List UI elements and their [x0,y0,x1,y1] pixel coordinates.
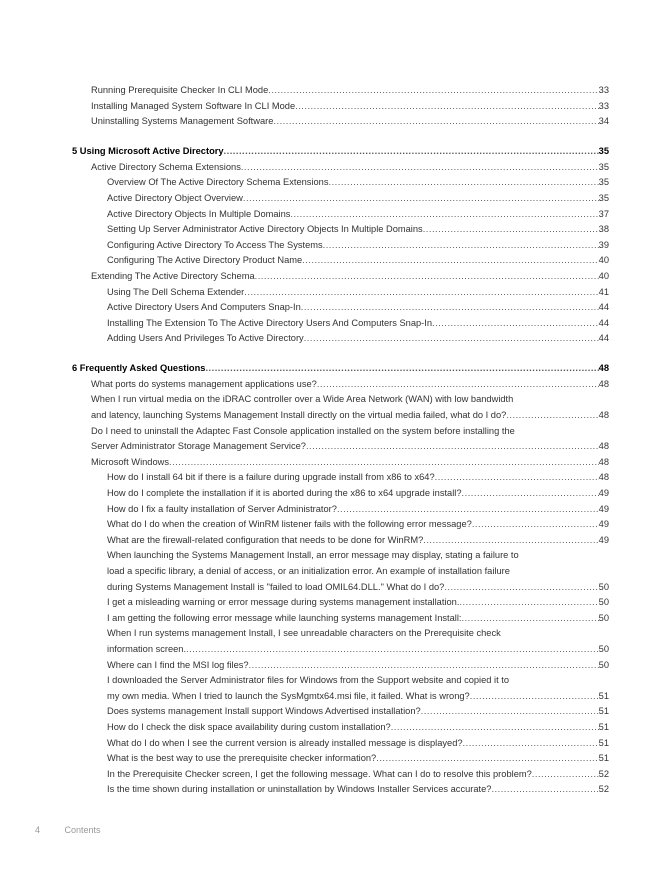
toc-chapter-entry[interactable] [72,144,609,160]
toc-entry[interactable] [72,611,609,627]
toc-entry-line [72,331,609,347]
toc-entry[interactable] [72,269,609,285]
toc-entry-title: How do I install 64 bit if there is a failure during upgrade install from x86 to x64? [107,472,435,483]
toc-page-number: 40 [598,270,609,281]
toc-page-number: 52 [598,784,609,795]
toc-entry-line [72,736,609,752]
toc-entry[interactable] [72,316,609,332]
toc-entry-title: Setting Up Server Administrator Active Directory Objects In Multiple Domains [107,224,423,235]
toc-entry[interactable] [72,502,609,518]
toc-entry-line [72,751,609,767]
toc-entry-title: Extending The Active Directory Schema [91,270,255,281]
dot-leader [304,331,599,347]
toc-entry-line [72,658,609,674]
toc-entry-line [72,377,609,393]
toc-page-number: 51 [598,721,609,732]
toc-entry-line [72,392,609,408]
dot-leader [205,361,598,377]
toc-entry-line [72,673,609,689]
toc-entry-title: Adding Users And Privileges To Active Directory [107,333,304,344]
toc-entry-title: during Systems Management Install is "failed to load OMIL64.DLL." What do I do? [107,581,445,592]
toc-page-number: 50 [598,643,609,654]
toc-entry[interactable] [72,114,609,130]
toc-entry[interactable] [72,222,609,238]
dot-leader [329,175,599,191]
toc-page-number: 49 [598,488,609,499]
toc-entry-line [72,316,609,332]
dot-leader [268,83,598,99]
dot-leader [317,377,599,393]
toc-page-number: 51 [598,690,609,701]
toc-entry[interactable] [72,83,609,99]
toc-entry-title: Running Prerequisite Checker In CLI Mode [91,85,269,95]
toc-entry-title: In the Prerequisite Checker screen, I get the following message. What can I do to resolve this problem? [107,768,532,779]
toc-entry-line [72,253,609,269]
toc-entry-line [72,767,609,783]
toc-entry-line [72,486,609,502]
toc-entry[interactable] [72,160,609,176]
toc-entry-line [72,424,609,440]
toc-entry-title: What is the best way to use the prerequisite checker information? [107,753,377,764]
toc-entry-line [72,269,609,285]
toc-entry[interactable] [72,238,609,254]
dot-leader [243,191,599,207]
toc-entry-line [72,361,609,377]
toc-entry-line [72,439,609,455]
toc-entry[interactable] [72,548,609,595]
dot-leader [421,704,599,720]
toc-page-number: 35 [598,192,609,203]
toc-entry-title: Microsoft Windows [91,456,170,467]
dot-leader [459,595,598,611]
toc-entry-line [72,548,609,564]
toc-entry-title: information screen. [107,643,187,654]
toc-entry-line [72,114,609,130]
toc-entry[interactable] [72,424,609,455]
toc-page-number: 35 [598,161,609,172]
toc-entry[interactable] [72,626,609,657]
toc-entry-line [72,238,609,254]
dot-leader [462,486,599,502]
dot-leader [301,300,599,316]
toc-page-number: 50 [598,612,609,623]
toc-entry-title: What do I do when I see the current version is already installed message is displayed? [107,737,463,748]
dot-leader [444,580,598,596]
dot-leader [186,642,599,658]
toc-page-number: 50 [598,581,609,592]
toc-entry-title: Do I need to uninstall the Adaptec Fast Console application installed on the system before installing the [91,425,515,436]
toc-page-number: 50 [598,659,609,670]
dot-leader [423,222,599,238]
toc-entry-title: What are the firewall-related configuration that needs to be done for WinRM? [107,534,424,545]
toc-entry-line [72,704,609,720]
toc-entry-line [72,720,609,736]
toc-page-number: 51 [598,737,609,748]
toc-entry[interactable] [72,704,609,720]
dot-leader [435,470,599,486]
toc-entry-line [72,191,609,207]
toc-entry-line [72,470,609,486]
toc-entry[interactable] [72,175,609,191]
toc-page-number: 33 [598,85,609,95]
toc-entry-line [72,502,609,518]
dot-leader [255,269,599,285]
toc-page-number: 37 [598,208,609,219]
dot-leader [306,439,599,455]
toc-entry-line [72,144,609,160]
dot-leader [295,99,599,115]
toc-entry[interactable] [72,658,609,674]
toc-entry-title: Does systems management Install support Windows Advertised installation? [107,706,421,717]
page-footer [35,825,123,835]
toc-entry-title: Uninstalling Systems Management Software [91,116,274,127]
footer-page-number: 4 [35,825,41,835]
toc-page-number: 44 [598,317,609,328]
toc-entry-title: and latency, launching Systems Management Install directly on the virtual media failed, what do I do? [91,410,507,421]
dot-leader [290,207,598,223]
toc-entry[interactable] [72,673,609,704]
toc-page-number: 39 [598,239,609,250]
dot-leader [169,455,599,471]
toc-page-number: 48 [598,472,609,483]
dot-leader [470,689,599,705]
toc-page-number: 35 [598,146,609,157]
toc-entry-title: What do I do when the creation of WinRM listener fails with the following error message? [107,519,472,530]
toc-entry-line [72,83,609,99]
toc-entry-line [72,300,609,316]
toc-entry-line [72,533,609,549]
toc-page-number: 48 [598,363,609,374]
toc-entry-title: What ports do systems management applications use? [91,378,317,389]
toc-entry[interactable] [72,300,609,316]
toc-entry-line [72,207,609,223]
toc-entry[interactable] [72,377,609,393]
dot-leader [506,408,598,424]
toc-entry-line [72,408,609,424]
toc-entry-line [72,689,609,705]
toc-entry-line [72,611,609,627]
dot-leader [463,736,599,752]
dot-leader [337,502,599,518]
toc-page-number: 49 [598,503,609,514]
toc-entry-title: I downloaded the Server Administrator files for Windows from the Support website and copied it to [107,675,510,686]
toc-entry-title: Active Directory Schema Extensions [91,161,241,172]
dot-leader [249,658,599,674]
toc-entry[interactable] [72,207,609,223]
dot-leader [273,114,598,130]
toc-chapter-entry[interactable] [72,361,609,377]
dot-leader [532,767,599,783]
toc-entry[interactable] [72,517,609,533]
toc-entry-line [72,642,609,658]
dot-leader [391,720,599,736]
toc-entry-title: load a specific library, a denial of access, or an initialization error. An example of installation failure [107,566,510,576]
toc-page-number: 44 [598,333,609,344]
dot-leader [323,238,599,254]
toc-entry-title: 5 Using Microsoft Active Directory [72,146,224,157]
toc-entry-title: Installing Managed System Software In CLI Mode [91,100,296,111]
dot-leader [302,253,599,269]
toc-page-number: 51 [598,706,609,717]
dot-leader [244,285,598,301]
toc-entry[interactable] [72,720,609,736]
toc-entry-line [72,285,609,301]
toc-entry-title: Installing The Extension To The Active Directory Users And Computers Snap-In [107,317,433,328]
toc-entry-line [72,626,609,642]
toc-page-number: 33 [598,100,609,111]
dot-leader [491,782,598,798]
toc-entry-line [72,222,609,238]
toc-entry-title: Configuring The Active Directory Product Name [107,255,303,266]
toc-entry-title: my own media. When I tried to launch the SysMgmtx64.msi file, it failed. What is wrong? [107,690,470,701]
toc-entry[interactable] [72,285,609,301]
dot-leader [241,160,599,176]
toc-page-number: 41 [598,286,609,297]
toc-entry-title: Where can I find the MSI log files? [107,659,249,670]
toc-entry-line [72,782,609,798]
toc-page-number: 34 [598,116,609,127]
toc-entry[interactable] [72,533,609,549]
dot-leader [462,611,599,627]
toc-page-number: 50 [598,597,609,608]
toc-entry[interactable] [72,486,609,502]
toc-entry-line [72,99,609,115]
dot-leader [432,316,599,332]
toc-entry-title: When I run virtual media on the iDRAC controller over a Wide Area Network (WAN) with low bandwidth [91,394,514,405]
footer-section: Contents [64,825,101,835]
toc-entry-line [72,517,609,533]
toc-entry-title: How do I complete the installation if it is aborted during the x86 to x64 upgrade install? [107,488,462,499]
toc-entry-title: When I run systems management Install, I see unreadable characters on the Prerequisite check [107,628,501,639]
toc-entry-title: How do I check the disk space availability during custom installation? [107,721,391,732]
toc-page-number: 35 [598,177,609,188]
toc-entry-title: Active Directory Objects In Multiple Domains [107,208,291,219]
toc-entry[interactable] [72,751,609,767]
toc-entry[interactable] [72,191,609,207]
toc-entry[interactable] [72,331,609,347]
toc-entry-title: Server Administrator Storage Management Service? [91,441,306,452]
toc-entry-title: When launching the Systems Management Install, an error message may display, stating a failure to [107,550,519,561]
toc-page-number: 48 [598,456,609,467]
toc-entry-line [72,564,609,580]
dot-leader [423,533,598,549]
toc-entry-title: 6 Frequently Asked Questions [72,363,206,374]
toc-page-number: 48 [598,378,609,389]
toc-page-number: 38 [598,224,609,235]
toc-entry-line [72,455,609,471]
toc-entry[interactable] [72,736,609,752]
toc-entry-line [72,175,609,191]
toc-page-number: 51 [598,753,609,764]
toc-entry-line [72,580,609,596]
toc-entry-title: Is the time shown during installation or uninstallation by Windows Installer Services accurate? [107,784,492,795]
toc-page-number: 48 [598,410,609,421]
toc-entry-title: Using The Dell Schema Extender [107,286,245,297]
table-of-contents [72,83,609,798]
toc-entry-line [72,160,609,176]
toc-entry-title: Active Directory Users And Computers Snap-In [107,302,301,313]
dot-leader [376,751,598,767]
toc-entry[interactable] [72,253,609,269]
toc-entry[interactable] [72,595,609,611]
toc-entry[interactable] [72,99,609,115]
toc-entry-title: Configuring Active Directory To Access The Systems [107,239,323,250]
toc-entry-line [72,595,609,611]
toc-entry-title: How do I fix a faulty installation of Server Administrator? [107,503,337,514]
toc-entry[interactable] [72,392,609,423]
toc-page-number: 44 [598,302,609,313]
toc-page-number: 52 [598,768,609,779]
dot-leader [224,144,599,160]
toc-entry-title: I am getting the following error message while launching systems management Install: [107,612,462,623]
toc-page-number: 49 [598,519,609,530]
toc-entry[interactable] [72,455,609,471]
toc-page-number: 48 [598,441,609,452]
toc-entry[interactable] [72,470,609,486]
toc-entry[interactable] [72,782,609,798]
toc-entry[interactable] [72,767,609,783]
toc-page-number: 40 [598,255,609,266]
dot-leader [472,517,599,533]
toc-entry-title: Overview Of The Active Directory Schema Extensions [107,177,329,188]
toc-entry-title: I get a misleading warning or error message during systems management installation. [107,597,460,608]
toc-page-number: 49 [598,534,609,545]
toc-entry-title: Active Directory Object Overview [107,192,243,203]
